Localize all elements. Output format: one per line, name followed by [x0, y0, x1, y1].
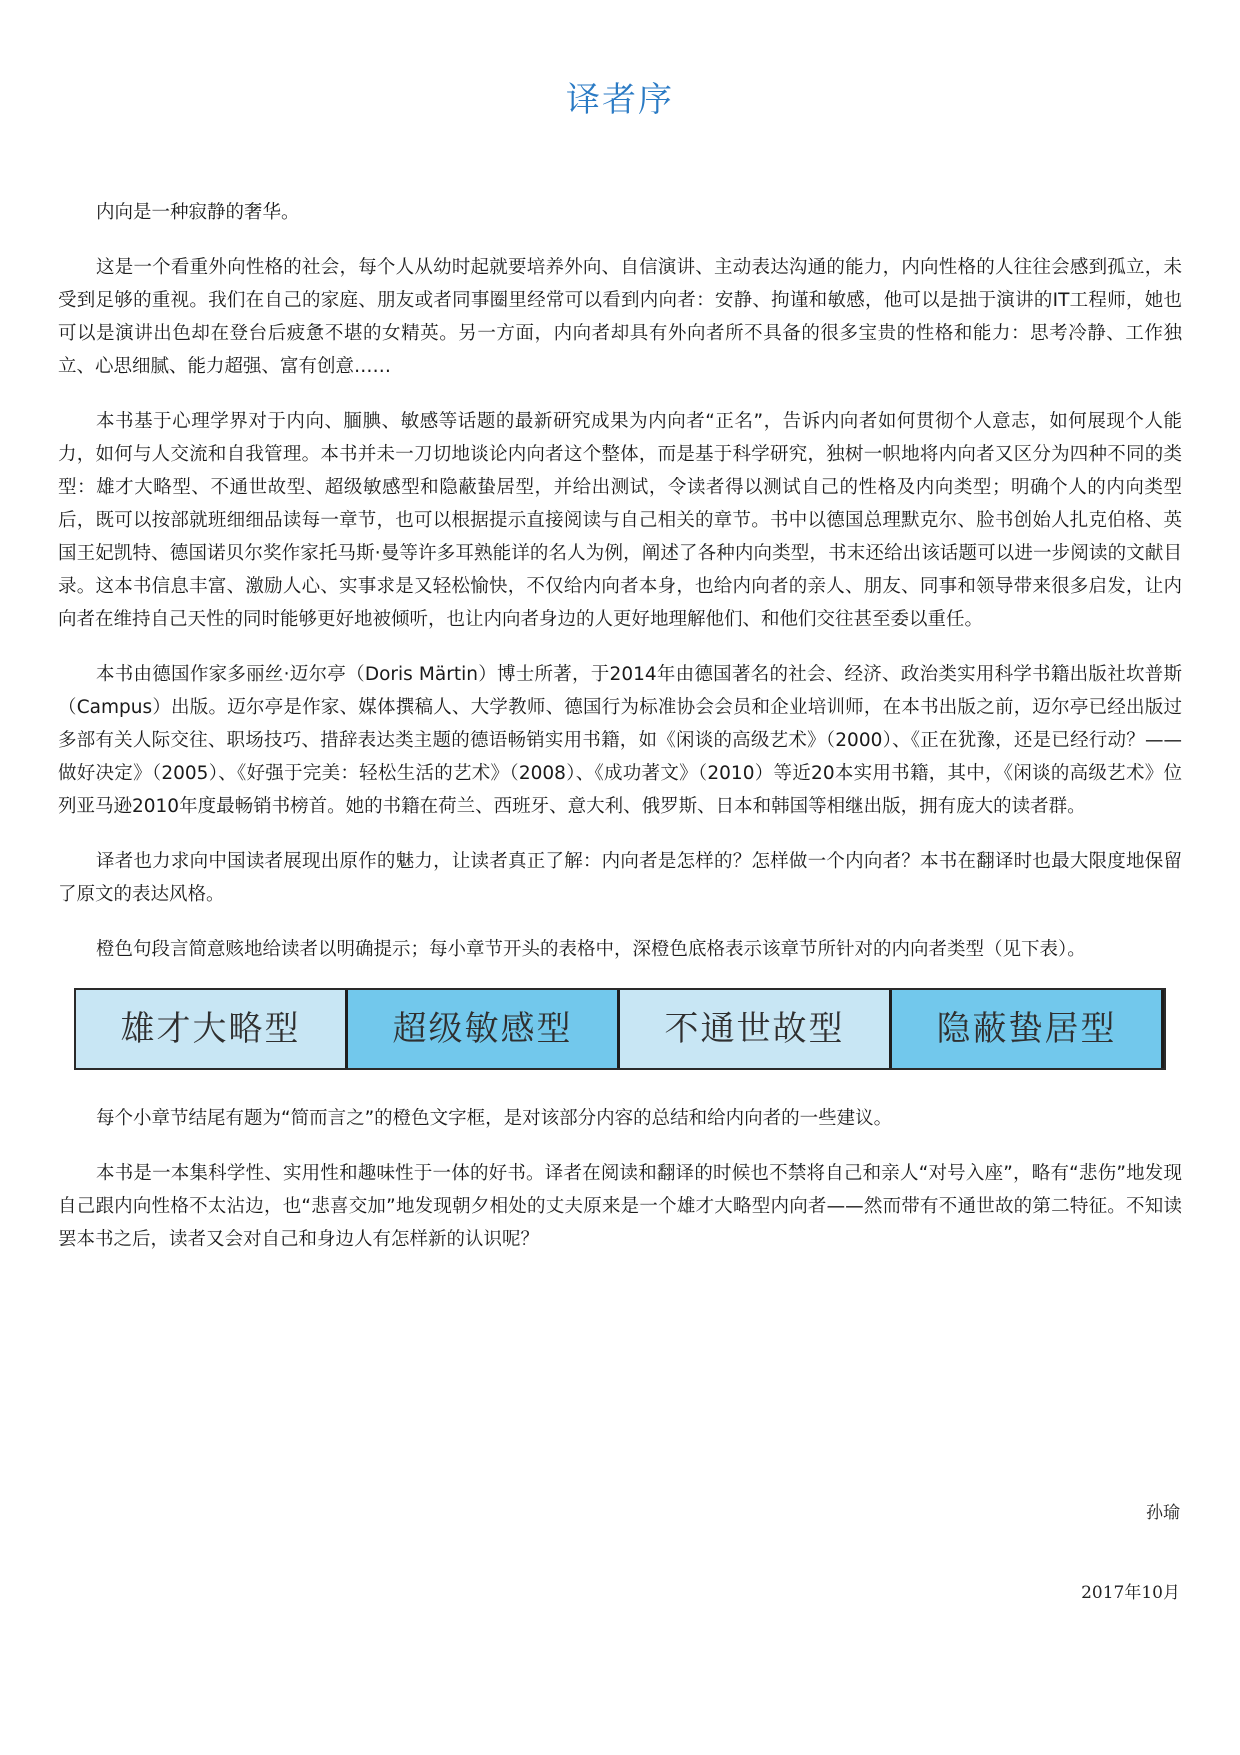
- paragraph-1: 内向是一种寂静的奢华。: [96, 202, 300, 223]
- paragraph-6: 橙色句段言简意赅地给读者以明确提示；每小章节开头的表格中，深橙色底格表示该章节所针对的内向者类型（见下表）。: [96, 939, 1086, 960]
- paragraph-3: 本书基于心理学界对于内向、腼腆、敏感等话题的最新研究成果为内向者“正名”，告诉内向者如何贯彻个人意志，如何展现个人能力，如何与人交流和自我管理。本书并未一刀切地谈论内向者这个整体，而是基于科学研究，独树一帜地将内向者又区分为四种不同的类型：雄才大略型、不通世故型、超级敏感型和隐蔽蛰居型，并给出测试，令读者得以测试自己的性格及内向类型；明确个人的内向类型后，既可以按部就班细细品读每一章节，也可以根据提示直接阅读与自己相关的章节。书中以德国总理默克尔、脸书创始人扎克伯格、英国王妃凯特、德国诺贝尔奖作家托马斯·曼等许多耳熟能详的名人为例，阐述了各种内向类型，书末还给出该话题可以进一步阅读的文献目录。这本书信息丰富、激励人心、实事求是又轻松愉快，不仅给内向者本身，也给内向者的亲人、朋友、同事和领导带来很多启发，让内向者在维持自己天性的同时能够更好地被倾听，也让内向者身边的人更好地理解他们、和他们交往甚至委以重任。: [58, 411, 1182, 630]
- paragraph-7: 每个小章节结尾有题为“简而言之”的橙色文字框，是对该部分内容的总结和给内向者的一些建议。: [96, 1108, 893, 1129]
- body-text: [58, 196, 1182, 1278]
- type-cell-sensitive: 超级敏感型: [345, 990, 620, 1068]
- page-title: 译者序: [566, 80, 674, 120]
- type-cell-unworldly: 不通世故型: [620, 990, 889, 1068]
- paragraph-5: 译者也力求向中国读者展现出原作的魅力，让读者真正了解：内向者是怎样的？怎样做一个内向者？本书在翻译时也最大限度地保留了原文的表达风格。: [58, 851, 1182, 905]
- type-cell-recluse: 隐蔽蛰居型: [889, 990, 1164, 1068]
- type-cell-strategist: 雄才大略型: [76, 990, 345, 1068]
- paragraph-4: 本书由德国作家多丽丝·迈尔亭（Doris Märtin）博士所著，于2014年由德国著名的社会、经济、政治类实用科学书籍出版社坎普斯（Campus）出版。迈尔亭是作家、媒体撰稿人、大学教师、德国行为标准协会会员和企业培训师，在本书出版之前，迈尔亭已经出版过多部有关人际交往、职场技巧、措辞表达类主题的德语畅销实用书籍，如《闲谈的高级艺术》（2000）、《正在犹豫，还是已经行动？——做好决定》（2005）、《好强于完美：轻松生活的艺术》（2008）、《成功著文》（2010）等近20本实用书籍，其中，《闲谈的高级艺术》位列亚马逊2010年度最畅销书榜首。她的书籍在荷兰、西班牙、意大利、俄罗斯、日本和韩国等相继出版，拥有庞大的读者群。: [58, 664, 1182, 817]
- paragraph-2: 这是一个看重外向性格的社会，每个人从幼时起就要培养外向、自信演讲、主动表达沟通的能力，内向性格的人往往会感到孤立，未受到足够的重视。我们在自己的家庭、朋友或者同事圈里经常可以看到内向者：安静、拘谨和敏感，他可以是拙于演讲的IT工程师，她也可以是演讲出色却在登台后疲惫不堪的女精英。另一方面，内向者却具有外向者所不具备的很多宝贵的性格和能力：思考冷静、工作独立、心思细腻、能力超强、富有创意……: [58, 257, 1182, 377]
- signature-date: 2017年10月: [1081, 1583, 1180, 1603]
- introvert-type-table: [74, 988, 1166, 1070]
- translator-signature: 孙瑜: [1146, 1503, 1180, 1523]
- paragraph-8: 本书是一本集科学性、实用性和趣味性于一体的好书。译者在阅读和翻译的时候也不禁将自己和亲人“对号入座”，略有“悲伤”地发现自己跟内向性格不太沾边，也“悲喜交加”地发现朝夕相处的丈夫原来是一个雄才大略型内向者——然而带有不通世故的第二特征。不知读罢本书之后，读者又会对自己和身边人有怎样新的认识呢？: [58, 1163, 1182, 1250]
